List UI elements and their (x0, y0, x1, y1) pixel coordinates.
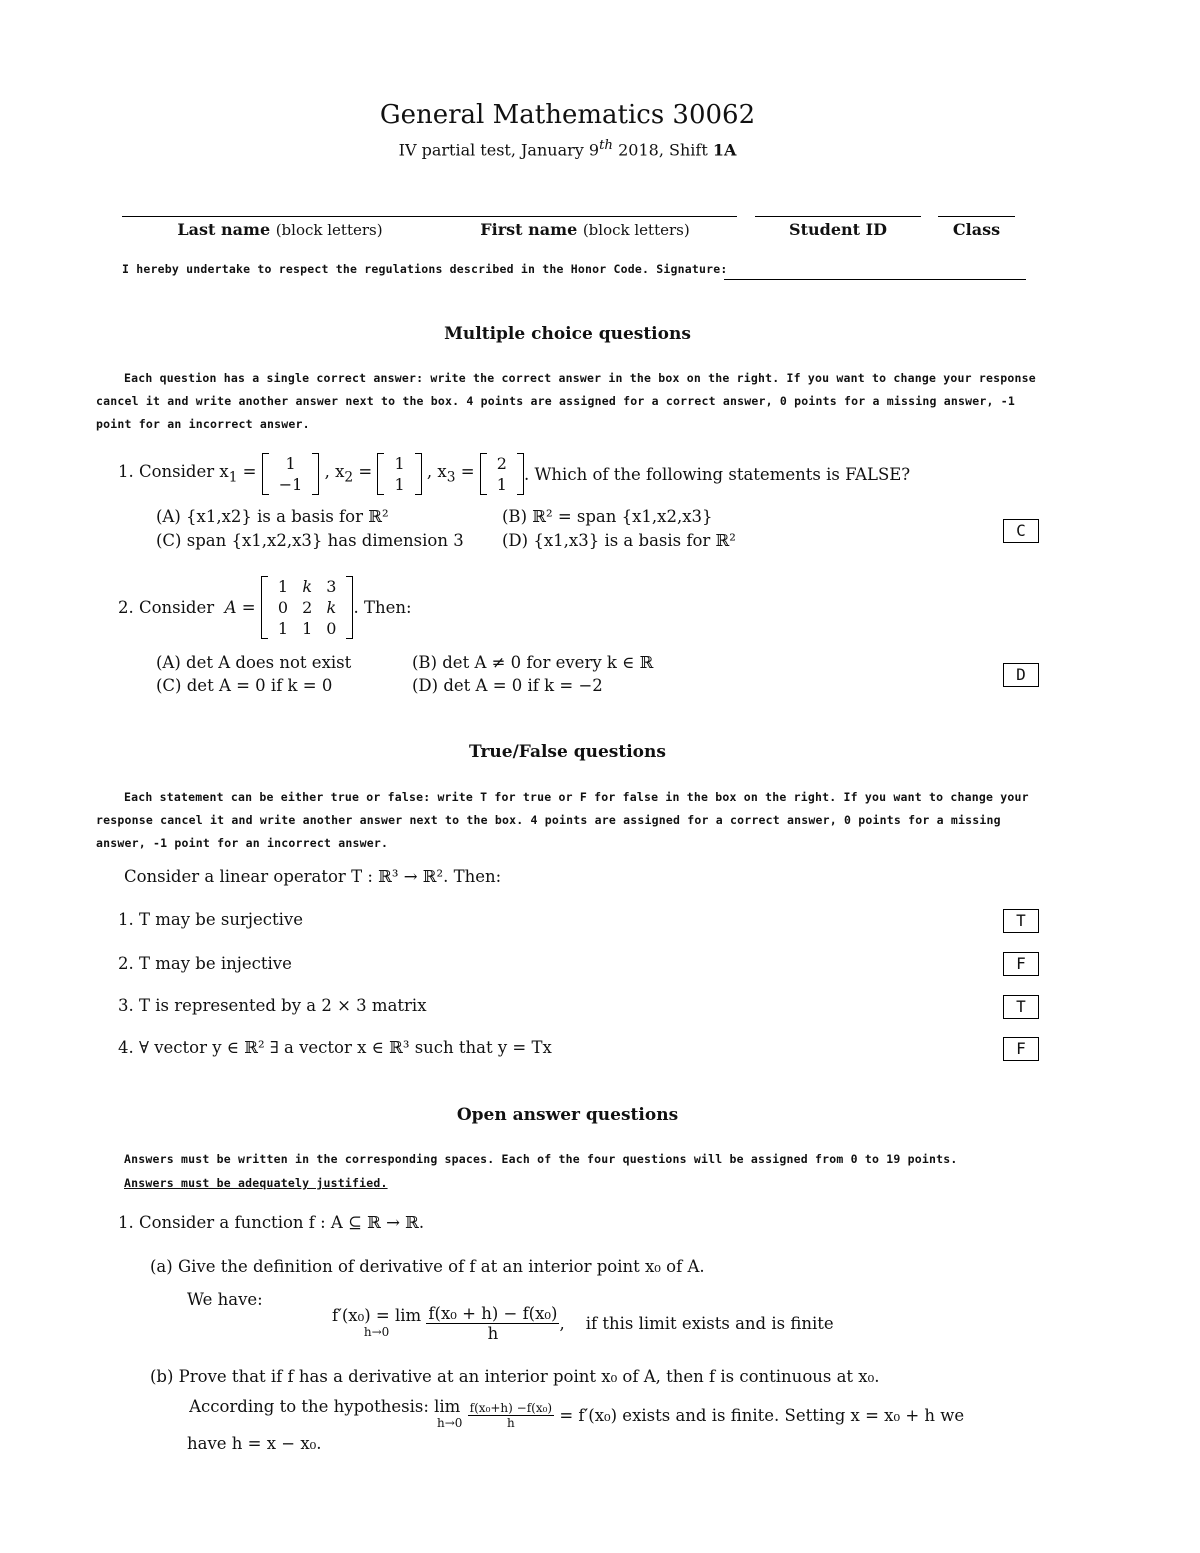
open-q1a-we-have: We have: (187, 1290, 263, 1309)
last-name-label: Last name (block letters) (177, 220, 383, 239)
mc-q1-option-d: (D) {x1,x3} is a basis for ℝ² (502, 531, 736, 550)
vector-x2: 1 1 (377, 453, 421, 495)
derivative-definition: f′(x₀) = lim h→0 $\frac{\text{f(x₀ + h) − f(x₀)}}{h}$ , if this limit exists and is finite (332, 1304, 834, 1343)
tf-item-1-answer-box[interactable]: T (1003, 909, 1039, 933)
tf-item-1: 1. T may be surjective (118, 910, 303, 929)
tf-intro: Consider a linear operator T : ℝ³ → ℝ². Then: (124, 867, 502, 886)
open-question-1a: (a) Give the definition of derivative of f at an interior point x₀ of A. (150, 1257, 705, 1276)
tf-item-3: 3. T is represented by a 2 × 3 matrix (118, 996, 427, 1015)
mc-q2-option-a: (A) det A does not exist (156, 653, 352, 672)
mc-q2-answer-box[interactable]: D (1003, 663, 1039, 687)
student-id-line[interactable] (755, 216, 921, 217)
section-open-answer: Open answer questions (456, 1105, 679, 1125)
tf-item-4-answer-box[interactable]: F (1003, 1037, 1039, 1061)
mc-q1-option-a: (A) {x1,x2} is a basis for ℝ² (156, 507, 389, 526)
mc-q1-option-b: (B) ℝ² = span {x1,x2,x3} (502, 507, 713, 526)
open-instructions-justified: Answers must be adequately justified. (124, 1176, 388, 1190)
mc-q1-answer-box[interactable]: C (1003, 519, 1039, 543)
open-question-1b: (b) Prove that if f has a derivative at an interior point x₀ of A, then f is continuous at x₀. (150, 1367, 880, 1386)
student-id-label: Student ID (789, 220, 887, 239)
mc-q1-option-c: (C) span {x1,x2,x3} has dimension 3 (156, 531, 464, 550)
open-q1b-answer: According to the hypothesis: lim h→0 $\frac{\text{f(x₀+h) −f(x₀)}}{h}$ = f′(x₀) exists and is finite. Setting x = x₀ + h we (189, 1397, 965, 1430)
name-line[interactable] (122, 216, 737, 217)
signature-line[interactable] (724, 279, 1026, 280)
open-q1b-answer-last: have h = x − x₀. (187, 1434, 322, 1453)
section-multiple-choice: Multiple choice questions (444, 324, 691, 344)
tf-item-2-answer-box[interactable]: F (1003, 952, 1039, 976)
mc-q2-option-d: (D) det A = 0 if k = −2 (412, 676, 603, 695)
shift-label: 1A (712, 140, 737, 160)
class-label: Class (952, 220, 1001, 239)
section-true-false: True/False questions (469, 742, 666, 762)
first-name-label: First name (block letters) (480, 220, 690, 239)
open-question-1: 1. Consider a function f : A ⊆ ℝ → ℝ. (118, 1213, 425, 1232)
page-title: General Mathematics 30062 (379, 100, 756, 130)
vector-x1: 1 −1 (262, 453, 320, 495)
mc-question-1: 1. Consider $x_1$ = 1 −1 , $x_2$ = 1 1 , $x_3$ = 2 1 . Which of the following statements is FALSE? (118, 454, 911, 494)
mc-question-2: 2. Consider A = 1 k 3 0 2 k 1 1 0 . Then: (118, 576, 412, 638)
honor-code-text: I hereby undertake to respect the regulations described in the Honor Code. Signature: (122, 262, 728, 276)
matrix-a: 1 k 3 0 2 k 1 1 0 (261, 576, 354, 639)
vector-x3: 2 1 (480, 453, 524, 495)
page-subtitle: IV partial test, January 9th 2018, Shift 1A (398, 138, 737, 160)
tf-instructions: Each statement can be either true or false: write T for true or F for false in the box on the right. If you want to change your response cancel it and write another answer next to the box. 4 points are assigned for a correct answer, 0 points for a missing answer, -1 point for an incorrect answer. (96, 790, 1029, 850)
open-instructions: Answers must be written in the corresponding spaces. Each of the four questions will be assigned from 0 to 19 points. (124, 1152, 958, 1166)
class-line[interactable] (938, 216, 1015, 217)
tf-item-4: 4. ∀ vector y ∈ ℝ² ∃ a vector x ∈ ℝ³ such that y = Tx (118, 1038, 552, 1057)
mc-q2-option-b: (B) det A ≠ 0 for every k ∈ ℝ (412, 653, 654, 672)
tf-item-2: 2. T may be injective (118, 954, 292, 973)
mc-q2-option-c: (C) det A = 0 if k = 0 (156, 676, 333, 695)
mc-instructions: Each question has a single correct answer: write the correct answer in the box on the right. If you want to change your response cancel it and write another answer next to the box. 4 points are assigned for a correct answer, 0 points for a missing answer, -1 point for an incorrect answer. (96, 371, 1036, 431)
tf-item-3-answer-box[interactable]: T (1003, 995, 1039, 1019)
